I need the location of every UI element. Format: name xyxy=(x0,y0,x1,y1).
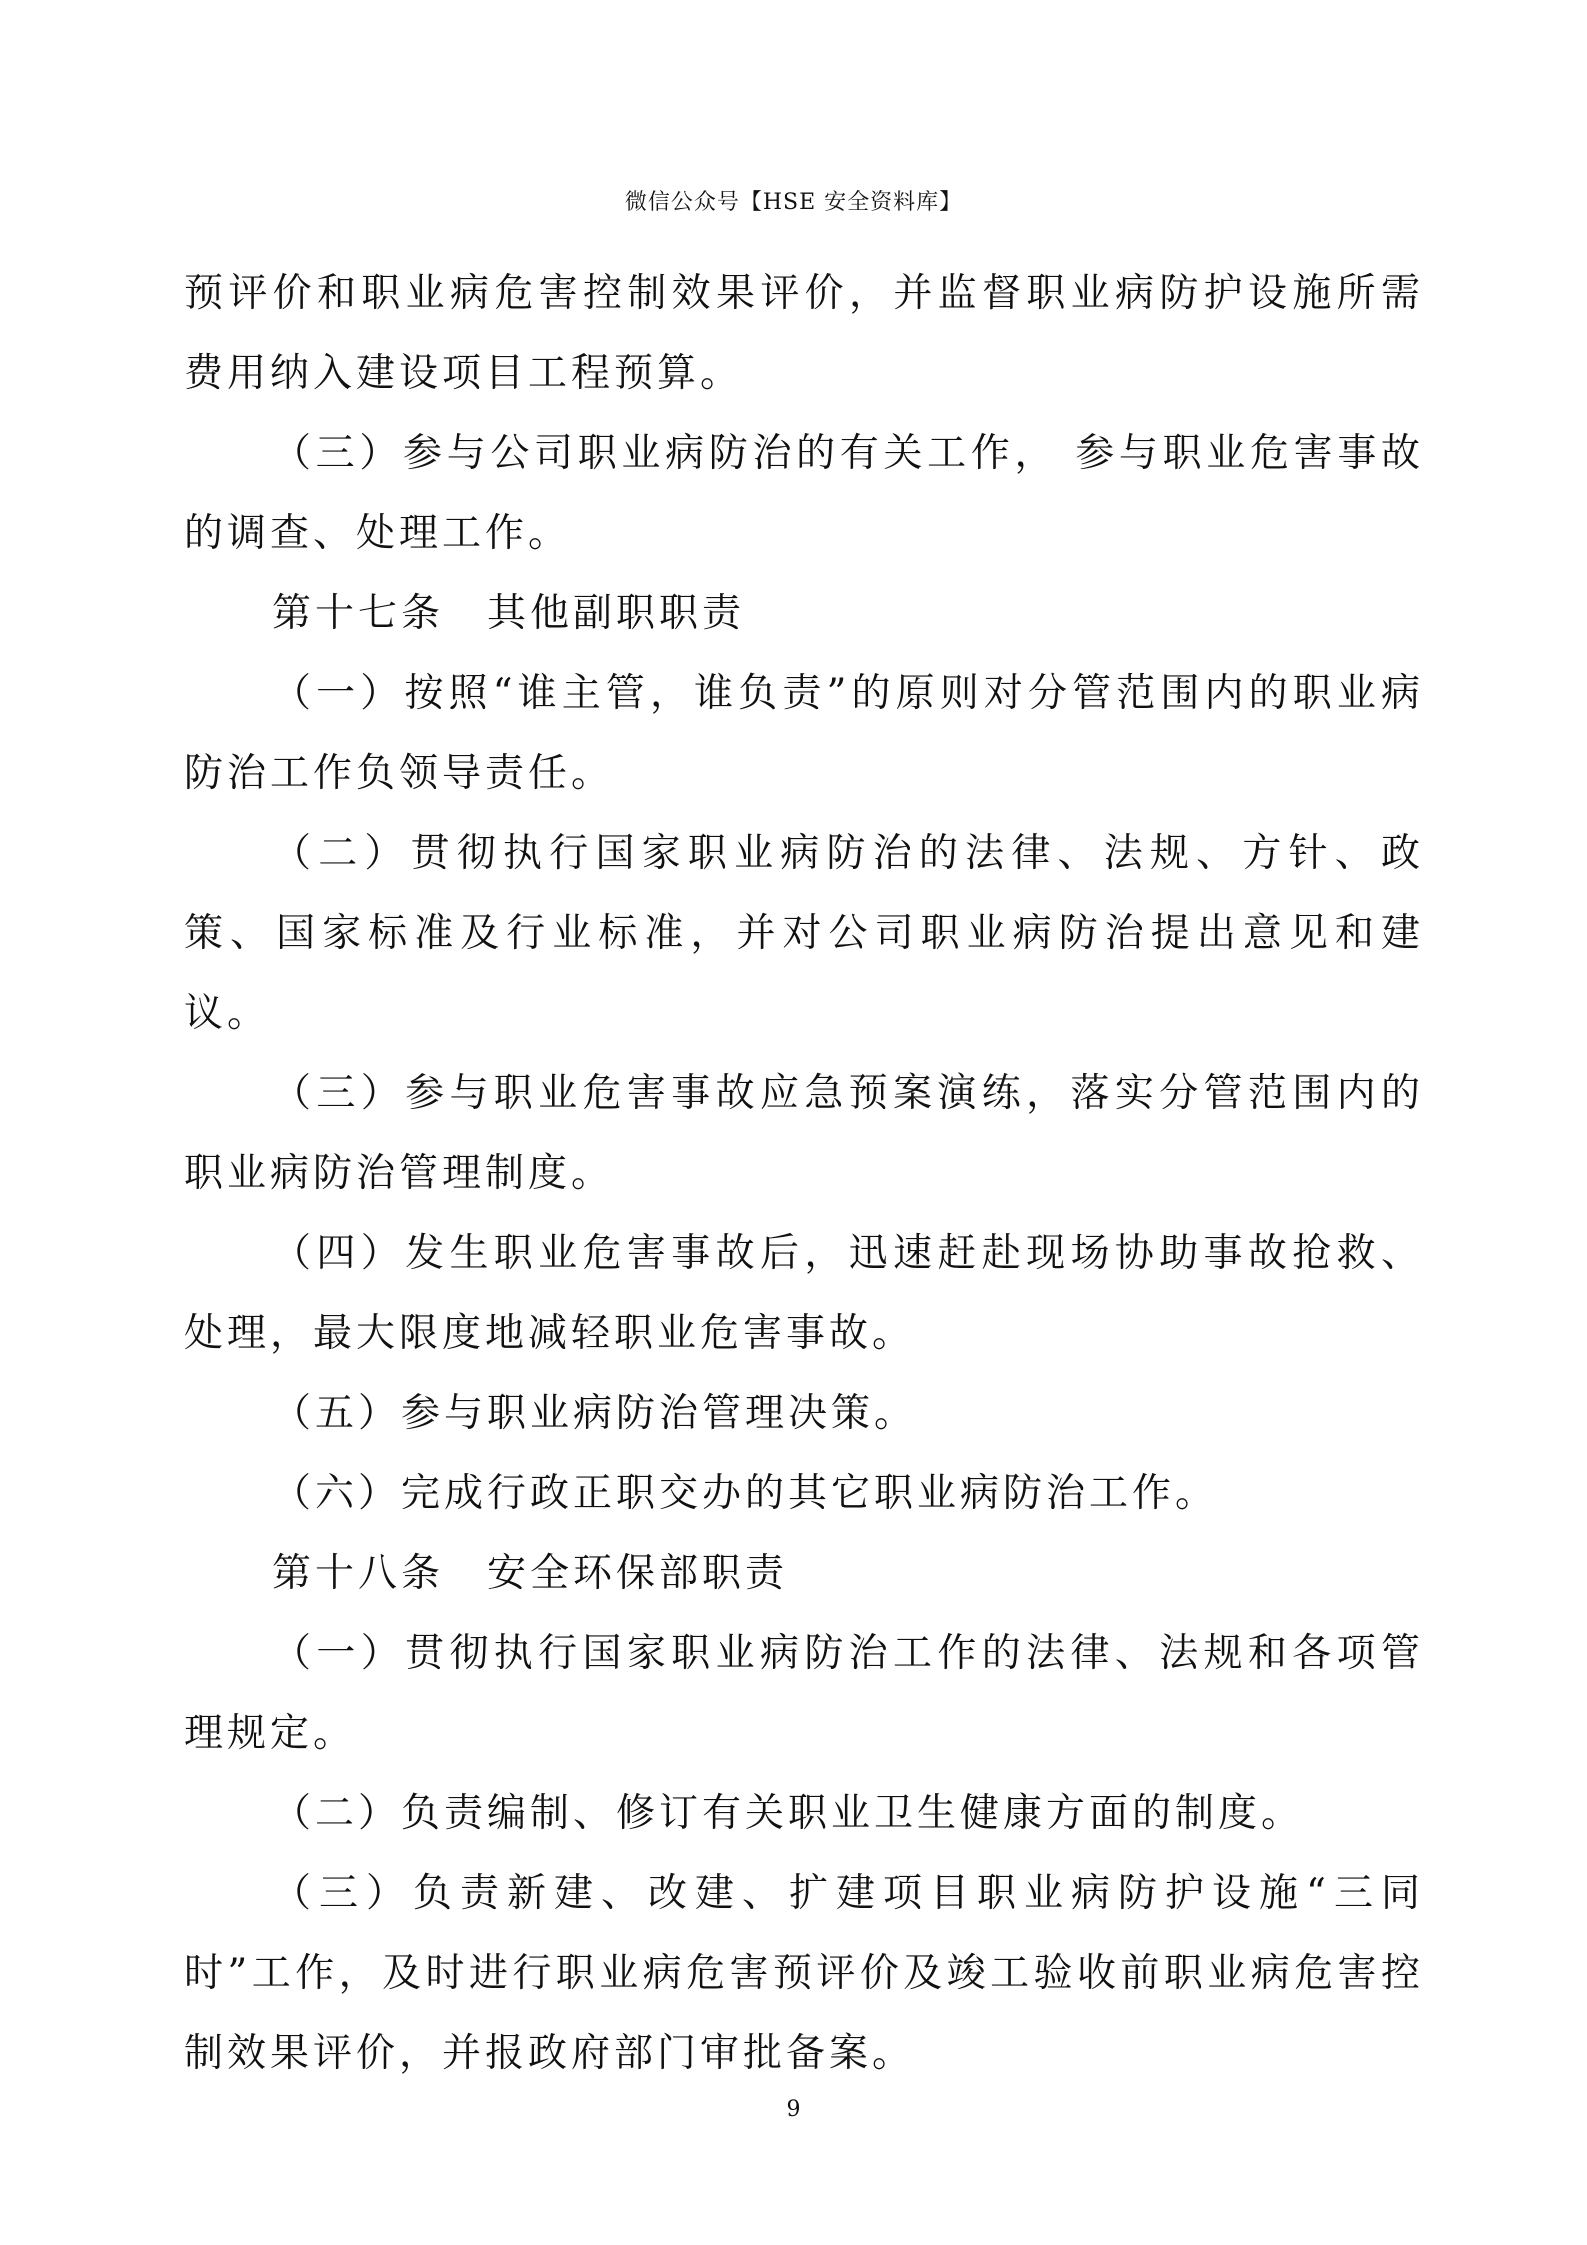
paragraph: （六）完成行政正职交办的其它职业病防治工作。 xyxy=(272,1471,1219,1516)
paragraph: （二）负责编制、修订有关职业卫生健康方面的制度。 xyxy=(272,1791,1305,1836)
paragraph: （四）发生职业危害事故后，迅速赶赴现场协助事故抢救、处理，最大限度地减轻职业危害事故。 xyxy=(184,1231,1424,1356)
paragraph: （一）贯彻执行国家职业病防治工作的法律、法规和各项管理规定。 xyxy=(184,1631,1424,1756)
paragraph: （五）参与职业病防治管理决策。 xyxy=(272,1391,918,1436)
article-heading: 第十八条 安全环保部职责 xyxy=(272,1551,789,1596)
paragraph: （一）按照“谁主管，谁负责”的原则对分管范围内的职业病防治工作负领导责任。 xyxy=(184,671,1424,796)
paragraph: 预评价和职业病危害控制效果评价，并监督职业病防护设施所需费用纳入建设项目工程预算。 xyxy=(184,271,1424,396)
page-number: 9 xyxy=(786,2097,801,2122)
paragraph: （三）参与公司职业病防治的有关工作， 参与职业危害事故的调查、处理工作。 xyxy=(184,431,1424,556)
page-header: 微信公众号【HSE 安全资料库】 xyxy=(624,190,963,215)
paragraph: （二）贯彻执行国家职业病防治的法律、法规、方针、政策、国家标准及行业标准，并对公司职业病防治提出意见和建议。 xyxy=(184,831,1424,1036)
paragraph: （三）参与职业危害事故应急预案演练，落实分管范围内的职业病防治管理制度。 xyxy=(184,1071,1424,1196)
document-body xyxy=(184,254,1424,2094)
article-heading: 第十七条 其他副职职责 xyxy=(272,591,746,636)
paragraph: （三）负责新建、改建、扩建项目职业病防护设施“三同时”工作，及时进行职业病危害预评价及竣工验收前职业病危害控制效果评价，并报政府部门审批备案。 xyxy=(184,1871,1424,2076)
